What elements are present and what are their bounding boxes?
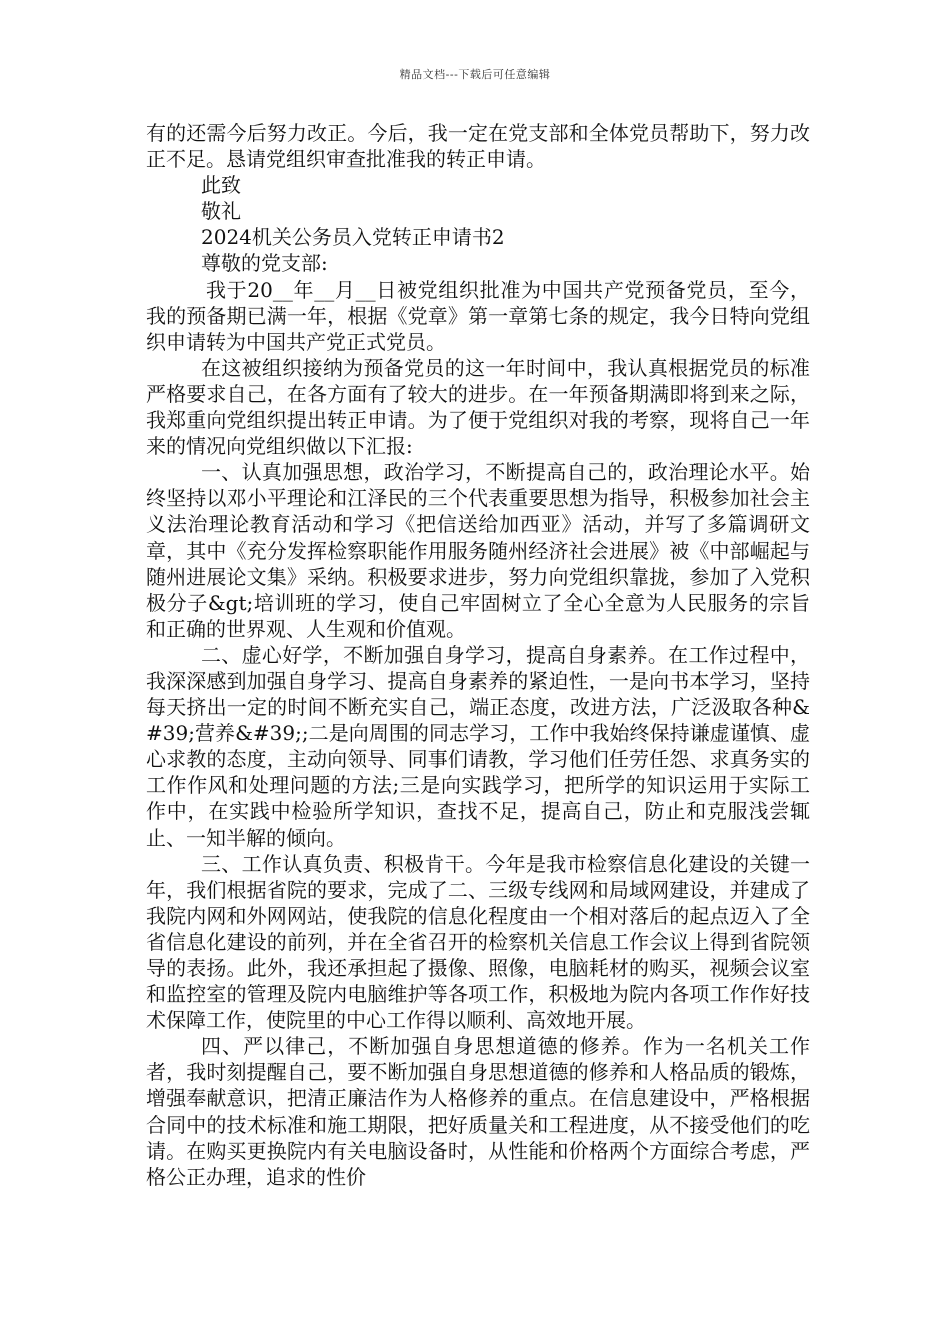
paragraph-point-three: 三、工作认真负责、积极肯干。今年是我市检察信息化建设的关键一年，我们根据省院的要求，完成了二、三级专线网和局域网建设，并建成了我院内网和外网网站，使我院的信息化程度由一个相对落后的起点迈入了全省信息化建设的前列，并在全省召开的检察机关信息工作会议上得到省院领导的表扬。此外，我还承担起了摄像、照像，电脑耗材的购买，视频会议室和监控室的管理及院内电脑维护等各项工作，积极地为院内各项工作作好技术保障工作，使院里的中心工作得以顺利、高效地开展。 [146, 851, 810, 1033]
paragraph-intro: 我于20__年__月__日被党组织批准为中国共产党预备党员，至今，我的预备期已满一年，根据《党章》第一章第七条的规定，我今日特向党组织申请转为中国共产党正式党员。 [146, 277, 810, 354]
section-title: 2024机关公务员入党转正申请书2 [201, 225, 505, 250]
greeting: 尊敬的党支部: [201, 251, 328, 276]
salutation-cizhi: 此致 [201, 173, 241, 198]
document-body [146, 120, 810, 1190]
paragraph-overview: 在这被组织接纳为预备党员的这一年时间中，我认真根据党员的标准严格要求自己，在各方面有了较大的进步。在一年预备期满即将到来之际，我郑重向党组织提出转正申请。为了便于党组织对我的考察，现将自己一年来的情况向党组织做以下汇报: [146, 355, 810, 459]
paragraph-point-two: 二、虚心好学，不断加强自身学习，提高自身素养。在工作过程中，我深深感到加强自身学习、提高自身素养的紧迫性，一是向书本学习，坚持每天挤出一定的时间不断充实自己，端正态度，改进方法，广泛汲取各种&#39;营养&#39;;二是向周围的同志学习，工作中我始终保持谦虚谨慎、虚心求教的态度，主动向领导、同事们请教，学习他们任劳任怨、求真务实的工作作风和处理问题的方法;三是向实践学习，把所学的知识运用于实际工作中，在实践中检验所学知识，查找不足，提高自己，防止和克服浅尝辄止、一知半解的倾向。 [146, 642, 810, 850]
page-header: 精品文档---下载后可任意编辑 [399, 68, 551, 81]
paragraph-closing-continuation: 有的还需今后努力改正。今后，我一定在党支部和全体党员帮助下，努力改正不足。恳请党组织审查批准我的转正申请。 [146, 121, 810, 172]
paragraph-point-four: 四、严以律己，不断加强自身思想道德的修养。作为一名机关工作者，我时刻提醒自己，要不断加强自身思想道德的修养和人格品质的锻炼，增强奉献意识，把清正廉洁作为人格修养的重点。在信息建设中，严格根据合同中的技术标准和施工期限，把好质量关和工程进度，从不接受他们的吃请。在购买更换院内有关电脑设备时，从性能和价格两个方面综合考虑，严格公正办理，追求的性价 [146, 1034, 810, 1189]
salutation-jingli: 敬礼 [201, 199, 241, 224]
paragraph-point-one: 一、认真加强思想，政治学习，不断提高自己的，政治理论水平。始终坚持以邓小平理论和江泽民的三个代表重要思想为指导，积极参加社会主义法治理论教育活动和学习《把信送给加西亚》活动，并写了多篇调研文章，其中《充分发挥检察职能作用服务随州经济社会进展》被《中部崛起与随州进展论文集》采纳。积极要求进步，努力向党组织靠拢，参加了入党积极分子&gt;培训班的学习，使自己牢固树立了全心全意为人民服务的宗旨和正确的世界观、人生观和价值观。 [146, 460, 810, 641]
